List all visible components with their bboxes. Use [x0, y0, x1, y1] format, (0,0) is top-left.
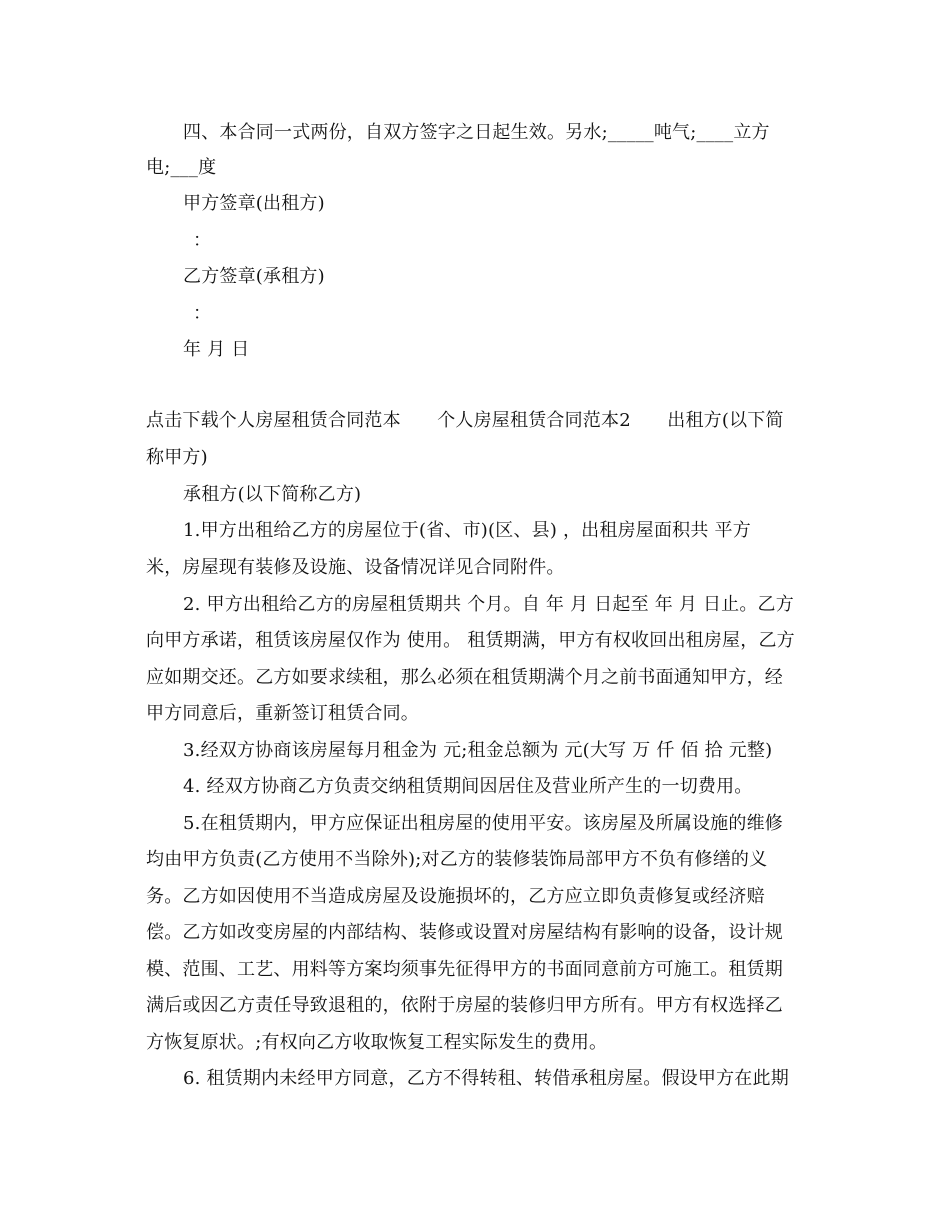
lessee-line: 承租方(以下简称乙方) — [183, 484, 362, 505]
clause-5-line-4: 偿。乙方如改变房屋的内部结构、装修或设置对房屋结构有影响的设备，设计规 — [146, 922, 783, 943]
clause-4-line-1: 四、本合同一式两份，自双方签字之日起生效。另水;_____吨气;____立方 — [183, 122, 770, 143]
clause-5-line-7: 方恢复原状。;有权向乙方收取恢复工程实际发生的费用。 — [146, 1032, 608, 1053]
clause-2-line-3: 应如期交还。乙方如要求续租，那么必须在租赁期满个月之前书面通知甲方，经 — [146, 667, 783, 688]
clause-5-line-1: 5.在租赁期内，甲方应保证出租房屋的使用平安。该房屋及所属设施的维修 — [183, 813, 783, 834]
clause-5-line-5: 模、范围、工艺、用料等方案均须事先征得甲方的书面同意前方可施工。租赁期 — [146, 959, 783, 980]
download-link-line: 点击下载个人房屋租赁合同范本 个人房屋租赁合同范本2 出租方(以下简 — [146, 410, 784, 431]
clause-5-line-6: 满后或因乙方责任导致退租的，依附于房屋的装修归甲方所有。甲方有权选择乙 — [146, 995, 783, 1016]
clause-2-line-2: 向甲方承诺，租赁该房屋仅作为 使用。 租赁期满，甲方有权收回出租房屋，乙方 — [146, 630, 795, 651]
date-line: 年 月 日 — [183, 339, 250, 360]
clause-3-line-1: 3.经双方协商该房屋每月租金为 元;租金总额为 元(大写 万 仟 佰 拾 元整) — [183, 740, 773, 761]
party-b-signature-label: 乙方签章(承租方) — [183, 266, 325, 287]
lessor-line-continued: 称甲方) — [146, 447, 208, 468]
clause-2-line-1: 2. 甲方出租给乙方的房屋租赁期共 个月。自 年 月 日起至 年 月 日止。乙方 — [183, 594, 794, 615]
clause-5-line-2: 均由甲方负责(乙方使用不当除外);对乙方的装修装饰局部甲方不负有修缮的义 — [146, 849, 768, 870]
party-b-signature-colon: ： — [193, 303, 212, 324]
clause-6-line-1: 6. 租赁期内未经甲方同意，乙方不得转租、转借承租房屋。假设甲方在此期 — [183, 1068, 789, 1089]
clause-2-line-4: 甲方同意后，重新签订租赁合同。 — [146, 703, 419, 724]
clause-1-line-1: 1.甲方出租给乙方的房屋位于(省、市)(区、县) ，出租房屋面积共 平方 — [183, 520, 751, 541]
party-a-signature-label: 甲方签章(出租方) — [183, 193, 325, 214]
clause-4-line-2: 电;___度 — [146, 157, 217, 178]
party-a-signature-colon: ： — [193, 230, 212, 251]
clause-1-line-2: 米，房屋现有装修及设施、设备情况详见合同附件。 — [146, 557, 565, 578]
clause-4b-line-1: 4. 经双方协商乙方负责交纳租赁期间因居住及营业所产生的一切费用。 — [183, 776, 753, 797]
clause-5-line-3: 务。乙方如因使用不当造成房屋及设施损坏的，乙方应立即负责修复或经济赔 — [146, 886, 765, 907]
